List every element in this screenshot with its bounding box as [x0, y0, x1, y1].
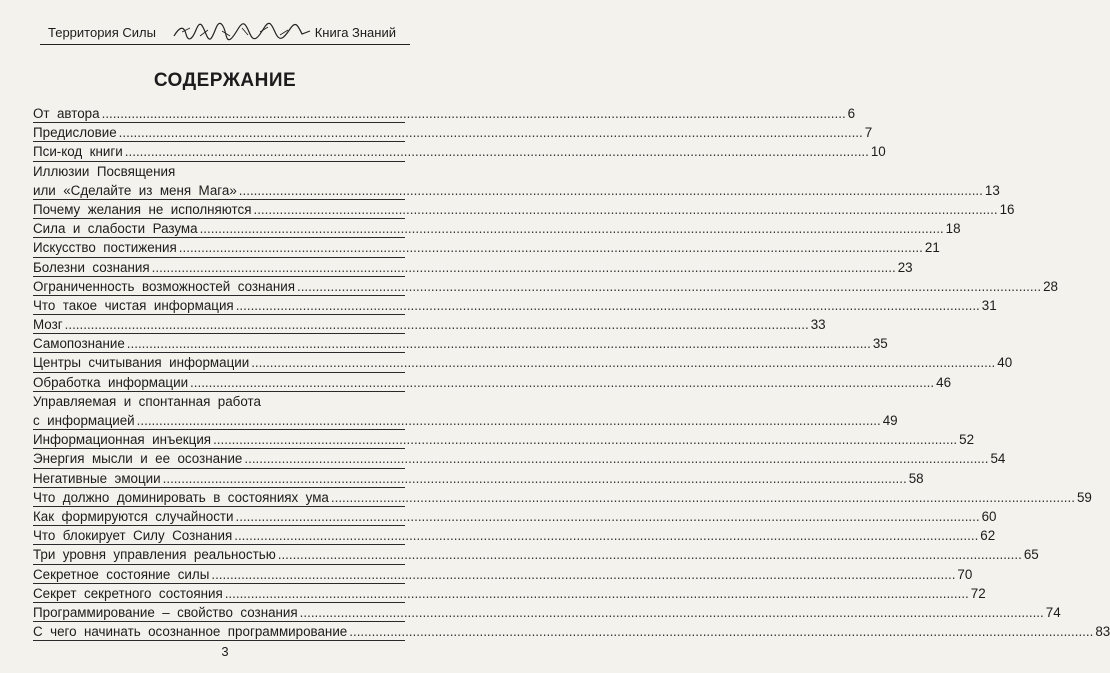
toc-leader-dots: ........................................................................................................................................................................................................ [101, 106, 846, 121]
toc-entry-title: От автора [33, 106, 100, 121]
toc-leader-dots: ........................................................................................................................................................................................................ [199, 221, 944, 237]
toc-leader-dots: ........................................................................................................................................................................................................ [238, 182, 983, 198]
toc-leader-dots: ........................................................................................................................................................................................................ [253, 201, 998, 217]
toc-entry-title: Самопознание [33, 336, 125, 352]
toc-entry-page: 28 [1043, 278, 1058, 294]
toc-entry-title: или «Сделайте из меня Мага» [33, 182, 237, 198]
toc-leader-dots: ........................................................................................................................................................................................................ [330, 489, 1075, 505]
toc-entry-page: 65 [1023, 547, 1039, 563]
toc-entry-page: 18 [945, 221, 961, 237]
toc-entry-title: с информацией [33, 413, 135, 428]
toc-entry-title: Секретное состояние силы [33, 566, 210, 582]
toc-entry-title: Центры считывания информации [33, 355, 250, 371]
toc-entry-title: Обработка информации [33, 374, 189, 390]
toc-entry-page: 49 [882, 413, 898, 428]
toc-entry-page: 16 [999, 201, 1015, 217]
toc-entry [33, 162, 405, 181]
toc-entry-title: Что блокирует Силу Сознания [33, 528, 233, 544]
signature-ornament-icon [172, 22, 312, 42]
toc-entry-title: Негативные эмоции [33, 470, 161, 486]
toc-entry [33, 507, 997, 526]
toc-leader-dots: ........................................................................................................................................................................................................ [235, 297, 980, 313]
toc-entry-page: 21 [924, 240, 940, 256]
toc-entry-page: 54 [990, 451, 1006, 467]
toc-entry-title: Иллюзии Посвящения [33, 163, 176, 179]
toc-entry [33, 277, 1058, 296]
toc-entry-page: 31 [981, 297, 997, 313]
toc-entry-page: 6 [847, 106, 856, 121]
toc-entry [33, 181, 1000, 200]
toc-entry [33, 545, 1039, 564]
toc-entry [33, 238, 940, 257]
toc-leader-dots: ........................................................................................................................................................................................................ [178, 240, 923, 256]
toc-entry-page: 72 [970, 585, 986, 601]
toc-entry-title: Сила и слабости Разума [33, 221, 198, 237]
toc-leader-dots: ........................................................................................................................................................................................................ [64, 317, 809, 333]
toc-entry [33, 373, 952, 392]
toc-entry-title: С чего начинать осознанное программирование [33, 624, 348, 640]
toc-leader-dots: ........................................................................................................................................................................................................ [151, 259, 896, 275]
toc-entry [33, 123, 873, 142]
toc-entry-title: Ограниченность возможностей сознания [33, 278, 295, 294]
table-of-contents [33, 104, 1110, 641]
toc-entry-title: Пси-код книги [33, 144, 123, 160]
toc-entry-page: 10 [870, 144, 886, 160]
toc-leader-dots: ........................................................................................................................................................................................................ [251, 355, 996, 371]
toc-leader-dots: ........................................................................................................................................................................................................ [118, 125, 863, 141]
toc-entry [33, 258, 913, 277]
toc-leader-dots: ........................................................................................................................................................................................................ [234, 528, 979, 544]
toc-entry [33, 526, 996, 545]
toc-entry-page: 70 [957, 566, 973, 582]
toc-entry-title: Секрет секретного состояния [33, 585, 223, 601]
toc-entry [33, 296, 997, 315]
toc-entry [33, 353, 1013, 372]
toc-entry [33, 411, 898, 430]
toc-entry-title: Болезни сознания [33, 259, 150, 275]
toc-leader-dots: ........................................................................................................................................................................................................ [211, 566, 956, 582]
page-number: 3 [221, 644, 229, 659]
toc-leader-dots: ........................................................................................................................................................................................................ [224, 585, 969, 601]
toc-entry-page: 23 [897, 259, 913, 275]
toc-entry-page: 40 [997, 355, 1013, 371]
toc-entry-title: Что должно доминировать в состояниях ума [33, 489, 329, 505]
toc-entry-page: 13 [984, 182, 1000, 198]
toc-leader-dots: ........................................................................................................................................................................................................ [235, 508, 980, 524]
toc-entry-title: Информационная инъекция [33, 432, 212, 448]
header-rule [40, 44, 410, 45]
toc-entry-page: 60 [981, 508, 997, 524]
toc-leader-dots: ........................................................................................................................................................................................................ [136, 413, 881, 428]
toc-entry-title: Предисловие [33, 125, 117, 141]
toc-entry [33, 430, 975, 449]
toc-entry-title: Три уровня управления реальностью [33, 547, 276, 563]
toc-entry [33, 200, 1015, 219]
toc-leader-dots: ........................................................................................................................................................................................................ [349, 624, 1094, 640]
toc-entry-page: 58 [908, 470, 924, 486]
toc-leader-dots: ........................................................................................................................................................................................................ [244, 451, 989, 467]
toc-entry-page: 46 [936, 374, 952, 390]
toc-entry-title: Почему желания не исполняются [33, 201, 252, 217]
toc-leader-dots: ........................................................................................................................................................................................................ [124, 144, 869, 160]
toc-entry [33, 488, 1092, 507]
header-left-text: Территория Силы [48, 25, 156, 40]
toc-entry [33, 449, 1006, 468]
toc-entry-title: Энергия мысли и ее осознание [33, 451, 243, 467]
toc-entry [33, 142, 886, 161]
toc-entry [33, 392, 405, 411]
toc-entry-title: Искусство постижения [33, 240, 177, 256]
toc-leader-dots: ........................................................................................................................................................................................................ [190, 374, 935, 390]
toc-entry-title: Что такое чистая информация [33, 297, 234, 313]
toc-leader-dots: ........................................................................................................................................................................................................ [162, 470, 907, 486]
toc-entry [33, 603, 1061, 622]
toc-leader-dots: ........................................................................................................................................................................................................ [126, 336, 871, 352]
toc-entry-page: 7 [864, 125, 873, 141]
toc-entry [33, 334, 888, 353]
toc-entry [33, 219, 961, 238]
toc-entry [33, 584, 986, 603]
toc-entry [33, 469, 924, 488]
toc-entry [33, 315, 826, 334]
toc-entry-title: Программирование – свойство сознания [33, 604, 298, 620]
toc-leader-dots: ........................................................................................................................................................................................................ [296, 278, 1042, 294]
toc-entry-title: Управляемая и спонтанная работа [33, 393, 261, 409]
toc-leader-dots: ........................................................................................................................................................................................................ [299, 604, 1044, 620]
toc-leader-dots: ........................................................................................................................................................................................................ [277, 547, 1022, 563]
toc-entry-title: Мозг [33, 317, 63, 333]
toc-entry-page: 59 [1076, 489, 1092, 505]
header-right-text: Книга Знаний [314, 25, 396, 40]
toc-entry-page: 74 [1045, 604, 1061, 620]
toc-entry [33, 565, 973, 584]
toc-entry-page: 35 [872, 336, 888, 352]
page-title: СОДЕРЖАНИЕ [153, 70, 297, 91]
toc-entry [33, 622, 1110, 641]
toc-entry-page: 33 [810, 317, 826, 333]
toc-entry-title: Как формируются случайности [33, 508, 234, 524]
running-header [40, 22, 410, 44]
toc-entry-page: 62 [980, 528, 996, 544]
toc-entry [33, 104, 856, 123]
toc-entry-page: 83 [1095, 624, 1110, 640]
toc-leader-dots: ........................................................................................................................................................................................................ [213, 432, 958, 448]
toc-entry-page: 52 [959, 432, 975, 448]
